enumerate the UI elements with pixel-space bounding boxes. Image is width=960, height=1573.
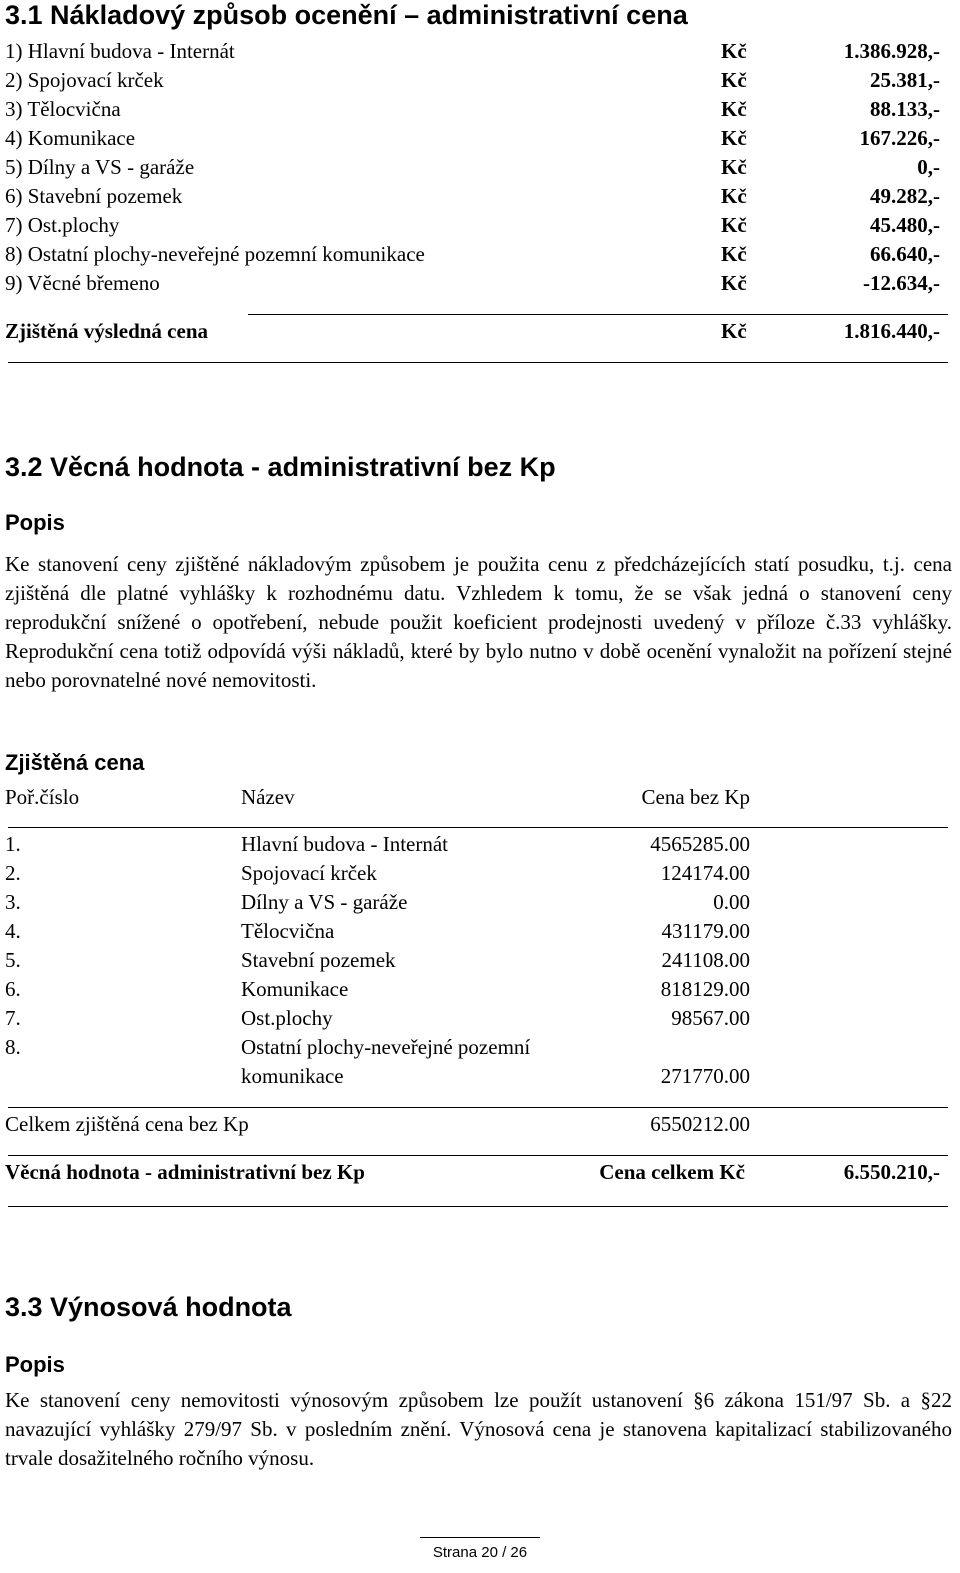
cost-total-currency: Kč: [721, 319, 747, 343]
zjistena-cena-heading: Zjištěná cena: [5, 750, 145, 775]
cost-total-row: [5, 319, 940, 348]
cost-item-row: [5, 271, 940, 300]
popis-paragraph: Ke stanovení ceny zjištěné nákladovým způsobem je použita cenu z předcházejících statí posudku, t.j. cena zjištěná dle platné vyhlášky k rozhodnému datu. Vzhledem k tomu, že se však jedná o stanovení ceny reprodukční snížené o opotřebení, nebude použit koeficient prodejnosti uvedený v příloze č.33 vyhlášky. Reprodukční cena totiž odpovídá výši nákladů, které by bylo nutno v době ocenění vynaložit na pořízení stejné nebo porovnatelné nové nemovitosti.: [5, 552, 952, 692]
cost-item-row: [5, 97, 940, 126]
cost-item-currency: Kč: [721, 184, 747, 208]
footer-divider: [420, 1537, 540, 1538]
cost-item-row: [5, 213, 940, 242]
cost-item-amount: 1.386.928,-: [843, 39, 940, 63]
cost-item-amount: -12.634,-: [863, 271, 940, 295]
cell-name: Stavební pozemek: [241, 948, 396, 972]
cost-item-amount: 0,-: [917, 155, 940, 179]
divider: [248, 314, 948, 315]
section-title-3-1: 3.1 Nákladový způsob ocenění – administrativní cena: [5, 0, 688, 30]
cost-item-label: 1) Hlavní budova - Internát: [5, 39, 235, 63]
popis-heading: Popis: [5, 510, 65, 535]
cell-no: 2.: [5, 861, 21, 885]
cost-item-currency: Kč: [721, 39, 747, 63]
column-header-name: Název: [241, 785, 295, 809]
cost-item-currency: Kč: [721, 271, 747, 295]
table-row: [5, 919, 750, 948]
divider: [8, 827, 948, 828]
cell-price: 98567.00: [671, 1006, 750, 1030]
cost-item-currency: Kč: [721, 97, 747, 121]
cost-item-row: [5, 68, 940, 97]
table-row: [5, 861, 750, 890]
cost-item-amount: 49.282,-: [870, 184, 940, 208]
cell-no: 7.: [5, 1006, 21, 1030]
cell-no: 5.: [5, 948, 21, 972]
cell-name: Spojovací krček: [241, 861, 377, 885]
cell-no: 8.: [5, 1035, 21, 1059]
divider: [8, 1155, 948, 1156]
cell-price: 241108.00: [661, 948, 750, 972]
cost-item-label: 4) Komunikace: [5, 126, 136, 150]
cell-price: 4565285.00: [650, 832, 750, 856]
cell-no: 3.: [5, 890, 21, 914]
popis-paragraph-3-3: Ke stanovení ceny nemovitosti výnosovým způsobem lze použít ustanovení §6 zákona 151/97 Sb. a §22 navazující vyhlášky 279/97 Sb. v posledním znění. Výnosová cena je stanovena kapitalizací stabilizovaného trvale dosažitelného ročního výnosu.: [5, 1388, 952, 1470]
cell-name: Tělocvična: [241, 919, 335, 943]
cost-item-row: [5, 242, 940, 271]
cost-item-currency: Kč: [721, 126, 747, 150]
cell-price: 0.00: [713, 890, 750, 914]
table-total-value: 6550212.00: [650, 1112, 750, 1136]
divider: [8, 362, 948, 363]
cell-name: Hlavní budova - Internát: [241, 832, 449, 856]
divider: [8, 1206, 948, 1207]
table-row: [5, 977, 750, 1006]
cell-price: 124174.00: [660, 861, 750, 885]
cell-name: Ostatní plochy-neveřejné pozemní: [241, 1035, 531, 1059]
cell-name-continued: komunikace: [241, 1064, 344, 1088]
cost-item-currency: Kč: [721, 213, 747, 237]
cost-item-label: 2) Spojovací krček: [5, 68, 164, 92]
cost-total-label: Zjištěná výsledná cena: [5, 319, 209, 343]
page-number: Strana 20 / 26: [432, 1544, 528, 1561]
cell-name: Dílny a VS - garáže: [241, 890, 408, 914]
cost-item-label: 9) Věcné břemeno: [5, 271, 160, 295]
table-total-row: [5, 1112, 750, 1141]
cost-item-row: [5, 39, 940, 68]
table-row: [5, 890, 750, 919]
cost-item-label: 7) Ost.plochy: [5, 213, 120, 237]
cost-item-amount: 167.226,-: [859, 126, 940, 150]
table-total-label: Celkem zjištěná cena bez Kp: [5, 1112, 249, 1136]
table-header: [5, 785, 750, 814]
summary-value: 6.550.210,-: [843, 1160, 940, 1184]
table-row: [5, 1006, 750, 1035]
cost-item-amount: 66.640,-: [870, 242, 940, 266]
summary-row: [5, 1160, 940, 1189]
cell-price: 271770.00: [660, 1064, 750, 1088]
cell-price: 431179.00: [661, 919, 750, 943]
section-title-3-3: 3.3 Výnosová hodnota: [5, 1292, 292, 1322]
cost-item-row: [5, 155, 940, 184]
cell-name: Komunikace: [241, 977, 349, 1001]
cost-item-amount: 25.381,-: [870, 68, 940, 92]
table-row: [5, 1035, 750, 1093]
column-header-no: Poř.číslo: [5, 785, 80, 809]
table-row: [5, 832, 750, 861]
cost-item-label: 8) Ostatní plochy-neveřejné pozemní komunikace: [5, 242, 425, 266]
summary-label: Věcná hodnota - administrativní bez Kp: [5, 1160, 365, 1184]
divider: [8, 1107, 948, 1108]
cost-item-amount: 88.133,-: [870, 97, 940, 121]
cost-item-currency: Kč: [721, 155, 747, 179]
cell-name: Ost.plochy: [241, 1006, 333, 1030]
cost-item-row: [5, 184, 940, 213]
cost-item-currency: Kč: [721, 68, 747, 92]
cell-no: 1.: [5, 832, 21, 856]
column-header-price: Cena bez Kp: [641, 785, 750, 809]
cell-no: 6.: [5, 977, 21, 1001]
cell-price: 818129.00: [660, 977, 750, 1001]
cost-item-currency: Kč: [721, 242, 747, 266]
cost-total-amount: 1.816.440,-: [843, 319, 940, 343]
summary-mid-label: Cena celkem Kč: [599, 1160, 745, 1184]
cost-item-amount: 45.480,-: [870, 213, 940, 237]
cost-item-label: 6) Stavební pozemek: [5, 184, 183, 208]
cost-item-label: 3) Tělocvična: [5, 97, 121, 121]
table-row: [5, 948, 750, 977]
cost-item-label: 5) Dílny a VS - garáže: [5, 155, 195, 179]
popis-heading: Popis: [5, 1352, 65, 1377]
cost-item-row: [5, 126, 940, 155]
section-title-3-2: 3.2 Věcná hodnota - administrativní bez Kp: [5, 452, 556, 482]
cell-no: 4.: [5, 919, 21, 943]
